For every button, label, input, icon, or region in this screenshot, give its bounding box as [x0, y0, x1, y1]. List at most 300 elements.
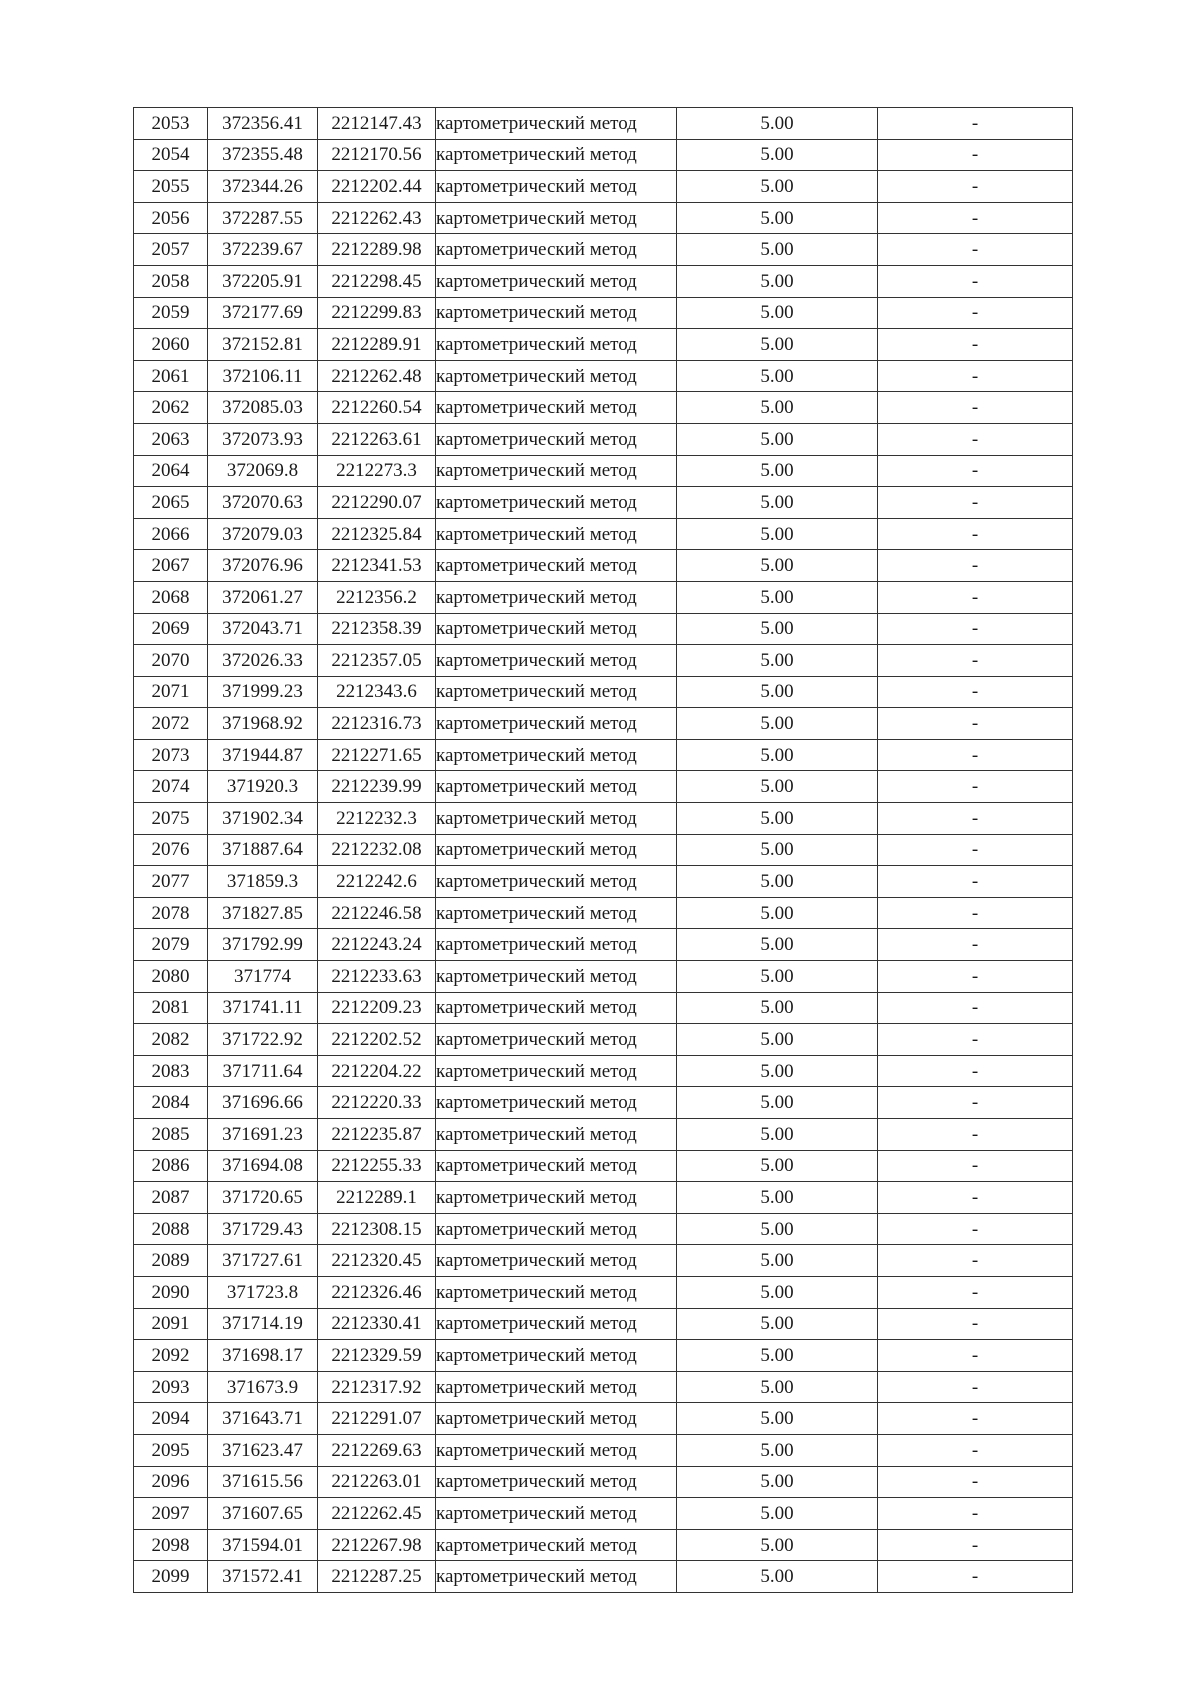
- cell-method: картометрический метод: [436, 803, 677, 835]
- cell-point-number: 2092: [134, 1340, 208, 1372]
- cell-point-number: 2098: [134, 1529, 208, 1561]
- cell-x-coordinate: 372356.41: [208, 108, 318, 140]
- cell-accuracy: 5.00: [677, 1434, 878, 1466]
- table-row: [134, 803, 1073, 835]
- cell-y-coordinate: 2212209.23: [318, 992, 436, 1024]
- cell-y-coordinate: 2212356.2: [318, 581, 436, 613]
- cell-y-coordinate: 2212320.45: [318, 1245, 436, 1277]
- cell-accuracy: 5.00: [677, 1245, 878, 1277]
- cell-accuracy: 5.00: [677, 455, 878, 487]
- cell-y-coordinate: 2212329.59: [318, 1340, 436, 1372]
- table-row: [134, 1024, 1073, 1056]
- cell-accuracy: 5.00: [677, 1276, 878, 1308]
- cell-accuracy: 5.00: [677, 834, 878, 866]
- table-row: [134, 265, 1073, 297]
- cell-method: картометрический метод: [436, 992, 677, 1024]
- cell-accuracy: 5.00: [677, 423, 878, 455]
- cell-method: картометрический метод: [436, 265, 677, 297]
- table-row: [134, 202, 1073, 234]
- table-row: [134, 297, 1073, 329]
- cell-method: картометрический метод: [436, 1119, 677, 1151]
- cell-note: -: [878, 1150, 1073, 1182]
- cell-method: картометрический метод: [436, 961, 677, 993]
- table-row: [134, 1371, 1073, 1403]
- cell-y-coordinate: 2212299.83: [318, 297, 436, 329]
- cell-accuracy: 5.00: [677, 708, 878, 740]
- cell-note: -: [878, 550, 1073, 582]
- cell-y-coordinate: 2212235.87: [318, 1119, 436, 1151]
- cell-x-coordinate: 371827.85: [208, 897, 318, 929]
- cell-x-coordinate: 371615.56: [208, 1466, 318, 1498]
- cell-y-coordinate: 2212263.01: [318, 1466, 436, 1498]
- table-row: [134, 171, 1073, 203]
- cell-point-number: 2061: [134, 360, 208, 392]
- cell-x-coordinate: 371673.9: [208, 1371, 318, 1403]
- table-row: [134, 1403, 1073, 1435]
- cell-x-coordinate: 372043.71: [208, 613, 318, 645]
- cell-x-coordinate: 372344.26: [208, 171, 318, 203]
- cell-accuracy: 5.00: [677, 771, 878, 803]
- cell-method: картометрический метод: [436, 1403, 677, 1435]
- cell-note: -: [878, 676, 1073, 708]
- cell-note: -: [878, 139, 1073, 171]
- cell-y-coordinate: 2212358.39: [318, 613, 436, 645]
- cell-note: -: [878, 645, 1073, 677]
- cell-note: -: [878, 929, 1073, 961]
- cell-y-coordinate: 2212262.43: [318, 202, 436, 234]
- cell-note: -: [878, 1403, 1073, 1435]
- cell-method: картометрический метод: [436, 1434, 677, 1466]
- cell-method: картометрический метод: [436, 108, 677, 140]
- cell-method: картометрический метод: [436, 1150, 677, 1182]
- cell-method: картометрический метод: [436, 866, 677, 898]
- cell-method: картометрический метод: [436, 1245, 677, 1277]
- cell-note: -: [878, 1087, 1073, 1119]
- cell-x-coordinate: 372085.03: [208, 392, 318, 424]
- cell-x-coordinate: 371711.64: [208, 1055, 318, 1087]
- cell-note: -: [878, 108, 1073, 140]
- cell-point-number: 2073: [134, 739, 208, 771]
- cell-note: -: [878, 1529, 1073, 1561]
- cell-method: картометрический метод: [436, 1498, 677, 1530]
- cell-x-coordinate: 372070.63: [208, 487, 318, 519]
- cell-method: картометрический метод: [436, 708, 677, 740]
- cell-method: картометрический метод: [436, 139, 677, 171]
- cell-x-coordinate: 372079.03: [208, 518, 318, 550]
- cell-note: -: [878, 1371, 1073, 1403]
- cell-accuracy: 5.00: [677, 329, 878, 361]
- cell-accuracy: 5.00: [677, 645, 878, 677]
- cell-y-coordinate: 2212262.45: [318, 1498, 436, 1530]
- cell-point-number: 2074: [134, 771, 208, 803]
- cell-method: картометрический метод: [436, 1340, 677, 1372]
- cell-y-coordinate: 2212290.07: [318, 487, 436, 519]
- cell-accuracy: 5.00: [677, 897, 878, 929]
- cell-y-coordinate: 2212220.33: [318, 1087, 436, 1119]
- cell-note: -: [878, 1055, 1073, 1087]
- cell-note: -: [878, 1119, 1073, 1151]
- cell-x-coordinate: 372177.69: [208, 297, 318, 329]
- table-row: [134, 866, 1073, 898]
- cell-accuracy: 5.00: [677, 550, 878, 582]
- cell-y-coordinate: 2212255.33: [318, 1150, 436, 1182]
- cell-method: картометрический метод: [436, 1371, 677, 1403]
- cell-method: картометрический метод: [436, 1561, 677, 1593]
- cell-point-number: 2068: [134, 581, 208, 613]
- cell-point-number: 2059: [134, 297, 208, 329]
- cell-point-number: 2055: [134, 171, 208, 203]
- cell-accuracy: 5.00: [677, 1024, 878, 1056]
- table-row: [134, 1213, 1073, 1245]
- table-row: [134, 1119, 1073, 1151]
- table-row: [134, 613, 1073, 645]
- cell-x-coordinate: 371741.11: [208, 992, 318, 1024]
- table-row: [134, 929, 1073, 961]
- cell-x-coordinate: 371572.41: [208, 1561, 318, 1593]
- cell-point-number: 2072: [134, 708, 208, 740]
- cell-note: -: [878, 202, 1073, 234]
- table-row: [134, 645, 1073, 677]
- cell-x-coordinate: 371623.47: [208, 1434, 318, 1466]
- cell-x-coordinate: 371607.65: [208, 1498, 318, 1530]
- cell-y-coordinate: 2212343.6: [318, 676, 436, 708]
- cell-accuracy: 5.00: [677, 803, 878, 835]
- cell-accuracy: 5.00: [677, 613, 878, 645]
- cell-method: картометрический метод: [436, 1276, 677, 1308]
- table-row: [134, 518, 1073, 550]
- cell-x-coordinate: 372069.8: [208, 455, 318, 487]
- cell-accuracy: 5.00: [677, 518, 878, 550]
- table-row: [134, 1561, 1073, 1593]
- cell-point-number: 2083: [134, 1055, 208, 1087]
- cell-accuracy: 5.00: [677, 108, 878, 140]
- table-row: [134, 455, 1073, 487]
- cell-point-number: 2096: [134, 1466, 208, 1498]
- cell-y-coordinate: 2212267.98: [318, 1529, 436, 1561]
- cell-accuracy: 5.00: [677, 139, 878, 171]
- cell-y-coordinate: 2212289.91: [318, 329, 436, 361]
- cell-y-coordinate: 2212289.98: [318, 234, 436, 266]
- cell-y-coordinate: 2212262.48: [318, 360, 436, 392]
- table-row: [134, 1150, 1073, 1182]
- cell-y-coordinate: 2212243.24: [318, 929, 436, 961]
- cell-accuracy: 5.00: [677, 1466, 878, 1498]
- cell-note: -: [878, 581, 1073, 613]
- cell-method: картометрический метод: [436, 834, 677, 866]
- cell-y-coordinate: 2212316.73: [318, 708, 436, 740]
- cell-point-number: 2057: [134, 234, 208, 266]
- cell-point-number: 2075: [134, 803, 208, 835]
- cell-method: картометрический метод: [436, 739, 677, 771]
- cell-point-number: 2082: [134, 1024, 208, 1056]
- cell-method: картометрический метод: [436, 897, 677, 929]
- cell-point-number: 2056: [134, 202, 208, 234]
- cell-note: -: [878, 518, 1073, 550]
- cell-accuracy: 5.00: [677, 202, 878, 234]
- cell-accuracy: 5.00: [677, 1087, 878, 1119]
- table-row: [134, 1308, 1073, 1340]
- cell-point-number: 2097: [134, 1498, 208, 1530]
- cell-method: картометрический метод: [436, 771, 677, 803]
- cell-x-coordinate: 372152.81: [208, 329, 318, 361]
- table-row: [134, 897, 1073, 929]
- cell-y-coordinate: 2212287.25: [318, 1561, 436, 1593]
- table-row: [134, 234, 1073, 266]
- cell-point-number: 2088: [134, 1213, 208, 1245]
- cell-method: картометрический метод: [436, 1466, 677, 1498]
- table-row: [134, 1276, 1073, 1308]
- cell-accuracy: 5.00: [677, 1119, 878, 1151]
- cell-point-number: 2089: [134, 1245, 208, 1277]
- table-row: [134, 360, 1073, 392]
- coordinates-table: [133, 107, 1073, 1593]
- cell-method: картометрический метод: [436, 202, 677, 234]
- cell-accuracy: 5.00: [677, 360, 878, 392]
- cell-note: -: [878, 866, 1073, 898]
- cell-method: картометрический метод: [436, 613, 677, 645]
- cell-point-number: 2076: [134, 834, 208, 866]
- cell-y-coordinate: 2212325.84: [318, 518, 436, 550]
- cell-x-coordinate: 371859.3: [208, 866, 318, 898]
- table-row: [134, 392, 1073, 424]
- cell-method: картометрический метод: [436, 1529, 677, 1561]
- cell-y-coordinate: 2212357.05: [318, 645, 436, 677]
- cell-method: картометрический метод: [436, 171, 677, 203]
- cell-y-coordinate: 2212298.45: [318, 265, 436, 297]
- cell-method: картометрический метод: [436, 1055, 677, 1087]
- cell-note: -: [878, 1245, 1073, 1277]
- table-row: [134, 834, 1073, 866]
- cell-note: -: [878, 961, 1073, 993]
- cell-point-number: 2090: [134, 1276, 208, 1308]
- cell-point-number: 2058: [134, 265, 208, 297]
- cell-accuracy: 5.00: [677, 1150, 878, 1182]
- cell-y-coordinate: 2212204.22: [318, 1055, 436, 1087]
- cell-note: -: [878, 992, 1073, 1024]
- cell-method: картометрический метод: [436, 1308, 677, 1340]
- table-row: [134, 423, 1073, 455]
- cell-x-coordinate: 372205.91: [208, 265, 318, 297]
- cell-x-coordinate: 372239.67: [208, 234, 318, 266]
- cell-point-number: 2060: [134, 329, 208, 361]
- cell-y-coordinate: 2212260.54: [318, 392, 436, 424]
- table-row: [134, 1182, 1073, 1214]
- cell-point-number: 2080: [134, 961, 208, 993]
- cell-note: -: [878, 1213, 1073, 1245]
- cell-y-coordinate: 2212271.65: [318, 739, 436, 771]
- cell-point-number: 2091: [134, 1308, 208, 1340]
- cell-x-coordinate: 371774: [208, 961, 318, 993]
- cell-accuracy: 5.00: [677, 487, 878, 519]
- cell-method: картометрический метод: [436, 581, 677, 613]
- cell-point-number: 2094: [134, 1403, 208, 1435]
- cell-accuracy: 5.00: [677, 961, 878, 993]
- cell-accuracy: 5.00: [677, 234, 878, 266]
- cell-x-coordinate: 372106.11: [208, 360, 318, 392]
- cell-point-number: 2065: [134, 487, 208, 519]
- table-row: [134, 1340, 1073, 1372]
- cell-method: картометрический метод: [436, 645, 677, 677]
- cell-accuracy: 5.00: [677, 581, 878, 613]
- cell-note: -: [878, 1498, 1073, 1530]
- table-row: [134, 581, 1073, 613]
- cell-y-coordinate: 2212273.3: [318, 455, 436, 487]
- cell-x-coordinate: 371944.87: [208, 739, 318, 771]
- cell-method: картометрический метод: [436, 1182, 677, 1214]
- cell-method: картометрический метод: [436, 455, 677, 487]
- cell-method: картометрический метод: [436, 423, 677, 455]
- cell-y-coordinate: 2212341.53: [318, 550, 436, 582]
- cell-accuracy: 5.00: [677, 1213, 878, 1245]
- cell-point-number: 2081: [134, 992, 208, 1024]
- cell-point-number: 2064: [134, 455, 208, 487]
- cell-accuracy: 5.00: [677, 866, 878, 898]
- cell-y-coordinate: 2212289.1: [318, 1182, 436, 1214]
- cell-x-coordinate: 372061.27: [208, 581, 318, 613]
- cell-accuracy: 5.00: [677, 1055, 878, 1087]
- cell-accuracy: 5.00: [677, 1561, 878, 1593]
- cell-note: -: [878, 234, 1073, 266]
- table-row: [134, 1529, 1073, 1561]
- table-row: [134, 1466, 1073, 1498]
- cell-note: -: [878, 739, 1073, 771]
- cell-x-coordinate: 372073.93: [208, 423, 318, 455]
- cell-point-number: 2053: [134, 108, 208, 140]
- cell-note: -: [878, 392, 1073, 424]
- cell-point-number: 2087: [134, 1182, 208, 1214]
- cell-x-coordinate: 371727.61: [208, 1245, 318, 1277]
- cell-x-coordinate: 371729.43: [208, 1213, 318, 1245]
- table-row: [134, 108, 1073, 140]
- cell-accuracy: 5.00: [677, 1529, 878, 1561]
- cell-x-coordinate: 371698.17: [208, 1340, 318, 1372]
- cell-x-coordinate: 371723.8: [208, 1276, 318, 1308]
- cell-accuracy: 5.00: [677, 992, 878, 1024]
- table-row: [134, 708, 1073, 740]
- cell-method: картометрический метод: [436, 676, 677, 708]
- cell-point-number: 2070: [134, 645, 208, 677]
- cell-note: -: [878, 265, 1073, 297]
- cell-x-coordinate: 371722.92: [208, 1024, 318, 1056]
- cell-method: картометрический метод: [436, 392, 677, 424]
- cell-point-number: 2077: [134, 866, 208, 898]
- cell-y-coordinate: 2212308.15: [318, 1213, 436, 1245]
- cell-x-coordinate: 371920.3: [208, 771, 318, 803]
- table-row: [134, 961, 1073, 993]
- cell-note: -: [878, 613, 1073, 645]
- cell-method: картометрический метод: [436, 234, 677, 266]
- cell-point-number: 2078: [134, 897, 208, 929]
- cell-x-coordinate: 372076.96: [208, 550, 318, 582]
- cell-note: -: [878, 423, 1073, 455]
- cell-accuracy: 5.00: [677, 929, 878, 961]
- table-row: [134, 487, 1073, 519]
- cell-point-number: 2093: [134, 1371, 208, 1403]
- cell-note: -: [878, 708, 1073, 740]
- cell-method: картометрический метод: [436, 1024, 677, 1056]
- cell-accuracy: 5.00: [677, 1403, 878, 1435]
- cell-method: картометрический метод: [436, 297, 677, 329]
- cell-note: -: [878, 171, 1073, 203]
- cell-method: картометрический метод: [436, 1087, 677, 1119]
- cell-note: -: [878, 803, 1073, 835]
- coordinates-table-body: [134, 108, 1073, 1593]
- cell-point-number: 2071: [134, 676, 208, 708]
- table-row: [134, 1434, 1073, 1466]
- cell-note: -: [878, 1561, 1073, 1593]
- table-row: [134, 1245, 1073, 1277]
- cell-note: -: [878, 329, 1073, 361]
- cell-point-number: 2067: [134, 550, 208, 582]
- cell-y-coordinate: 2212291.07: [318, 1403, 436, 1435]
- cell-method: картометрический метод: [436, 329, 677, 361]
- cell-y-coordinate: 2212202.52: [318, 1024, 436, 1056]
- table-row: [134, 139, 1073, 171]
- table-row: [134, 1055, 1073, 1087]
- cell-y-coordinate: 2212232.08: [318, 834, 436, 866]
- cell-x-coordinate: 371792.99: [208, 929, 318, 961]
- cell-point-number: 2069: [134, 613, 208, 645]
- cell-point-number: 2086: [134, 1150, 208, 1182]
- cell-x-coordinate: 371902.34: [208, 803, 318, 835]
- cell-accuracy: 5.00: [677, 1498, 878, 1530]
- cell-x-coordinate: 371714.19: [208, 1308, 318, 1340]
- cell-x-coordinate: 371643.71: [208, 1403, 318, 1435]
- cell-accuracy: 5.00: [677, 297, 878, 329]
- cell-accuracy: 5.00: [677, 676, 878, 708]
- cell-y-coordinate: 2212233.63: [318, 961, 436, 993]
- cell-point-number: 2066: [134, 518, 208, 550]
- cell-note: -: [878, 455, 1073, 487]
- cell-accuracy: 5.00: [677, 1371, 878, 1403]
- cell-accuracy: 5.00: [677, 171, 878, 203]
- cell-point-number: 2079: [134, 929, 208, 961]
- cell-y-coordinate: 2212147.43: [318, 108, 436, 140]
- cell-x-coordinate: 371696.66: [208, 1087, 318, 1119]
- cell-y-coordinate: 2212239.99: [318, 771, 436, 803]
- cell-point-number: 2095: [134, 1434, 208, 1466]
- cell-x-coordinate: 371694.08: [208, 1150, 318, 1182]
- cell-y-coordinate: 2212330.41: [318, 1308, 436, 1340]
- cell-note: -: [878, 297, 1073, 329]
- cell-accuracy: 5.00: [677, 392, 878, 424]
- cell-note: -: [878, 1466, 1073, 1498]
- cell-x-coordinate: 372287.55: [208, 202, 318, 234]
- cell-note: -: [878, 360, 1073, 392]
- cell-method: картометрический метод: [436, 929, 677, 961]
- table-row: [134, 771, 1073, 803]
- table-row: [134, 329, 1073, 361]
- cell-accuracy: 5.00: [677, 739, 878, 771]
- cell-y-coordinate: 2212202.44: [318, 171, 436, 203]
- cell-point-number: 2084: [134, 1087, 208, 1119]
- cell-method: картометрический метод: [436, 360, 677, 392]
- cell-point-number: 2085: [134, 1119, 208, 1151]
- cell-x-coordinate: 371720.65: [208, 1182, 318, 1214]
- cell-note: -: [878, 834, 1073, 866]
- cell-x-coordinate: 371691.23: [208, 1119, 318, 1151]
- cell-method: картометрический метод: [436, 487, 677, 519]
- cell-x-coordinate: 371968.92: [208, 708, 318, 740]
- cell-accuracy: 5.00: [677, 1340, 878, 1372]
- cell-note: -: [878, 1434, 1073, 1466]
- cell-note: -: [878, 771, 1073, 803]
- cell-note: -: [878, 1340, 1073, 1372]
- cell-point-number: 2099: [134, 1561, 208, 1593]
- table-row: [134, 992, 1073, 1024]
- cell-y-coordinate: 2212232.3: [318, 803, 436, 835]
- cell-note: -: [878, 1024, 1073, 1056]
